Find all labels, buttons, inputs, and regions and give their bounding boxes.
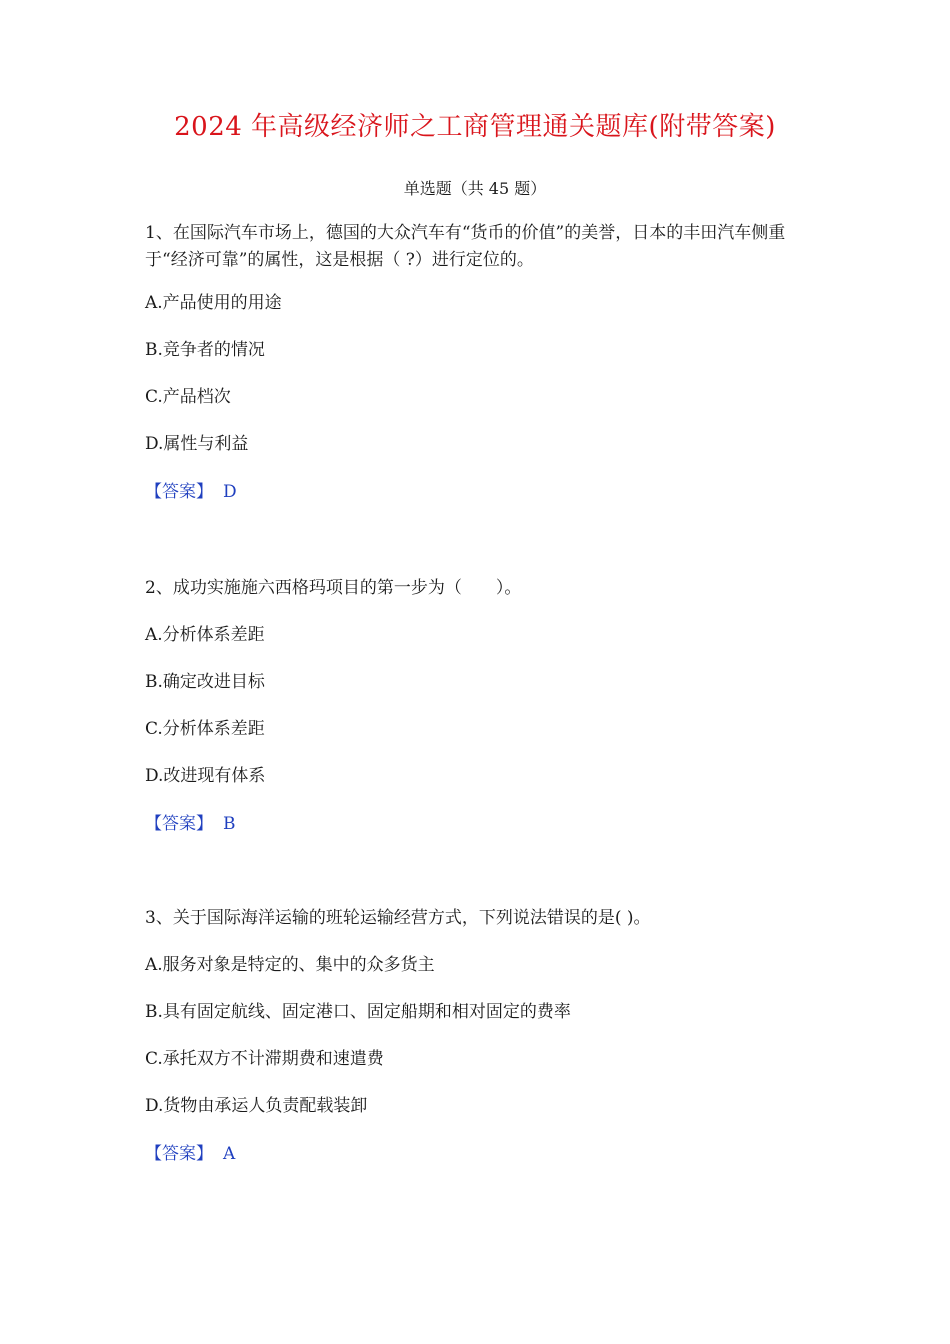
question-1-option-a: A.产品使用的用途 [145,293,282,313]
question-1 [145,220,825,502]
question-3 [145,905,825,1164]
question-3-option-a: A.服务对象是特定的、集中的众多货主 [145,955,435,975]
question-1-stem: 1、在国际汽车市场上，德国的大众汽车有“货币的价值”的美誉，日本的丰田汽车侧重于“经济可靠”的属性，这是根据（ ?）进行定位的。 [145,223,786,270]
answer-value: A [223,1144,236,1164]
question-2 [145,575,825,834]
question-2-answer [145,811,236,838]
question-1-option-d: D.属性与利益 [145,434,249,454]
question-2-option-c: C.分析体系差距 [145,719,265,739]
question-2-option-d: D.改进现有体系 [145,766,266,786]
question-3-option-b: B.具有固定航线、固定港口、固定船期和相对固定的费率 [145,1002,571,1022]
answer-value: D [223,482,237,502]
question-1-option-c: C.产品档次 [145,387,231,407]
question-1-option-b: B.竞争者的情况 [145,340,265,360]
question-3-option-c: C.承托双方不计滞期费和速遣费 [145,1049,384,1069]
section-heading: 单选题（共 45 题） [403,179,547,198]
question-3-stem: 3、关于国际海洋运输的班轮运输经营方式，下列说法错误的是( )。 [145,908,651,928]
answer-tag: 【答案】 [145,814,213,834]
answer-tag: 【答案】 [145,482,213,502]
answer-value: B [223,814,236,834]
question-3-answer [145,1141,235,1168]
question-1-answer [145,479,237,506]
question-3-option-d: D.货物由承运人负责配载装卸 [145,1096,368,1116]
answer-tag: 【答案】 [145,1144,213,1164]
document-title: 2024 年高级经济师之工商管理通关题库(附带答案) [174,112,776,142]
question-2-option-a: A.分析体系差距 [145,625,265,645]
question-2-option-b: B.确定改进目标 [145,672,265,692]
question-2-stem: 2、成功实施施六西格玛项目的第一步为（ ）。 [145,578,522,598]
